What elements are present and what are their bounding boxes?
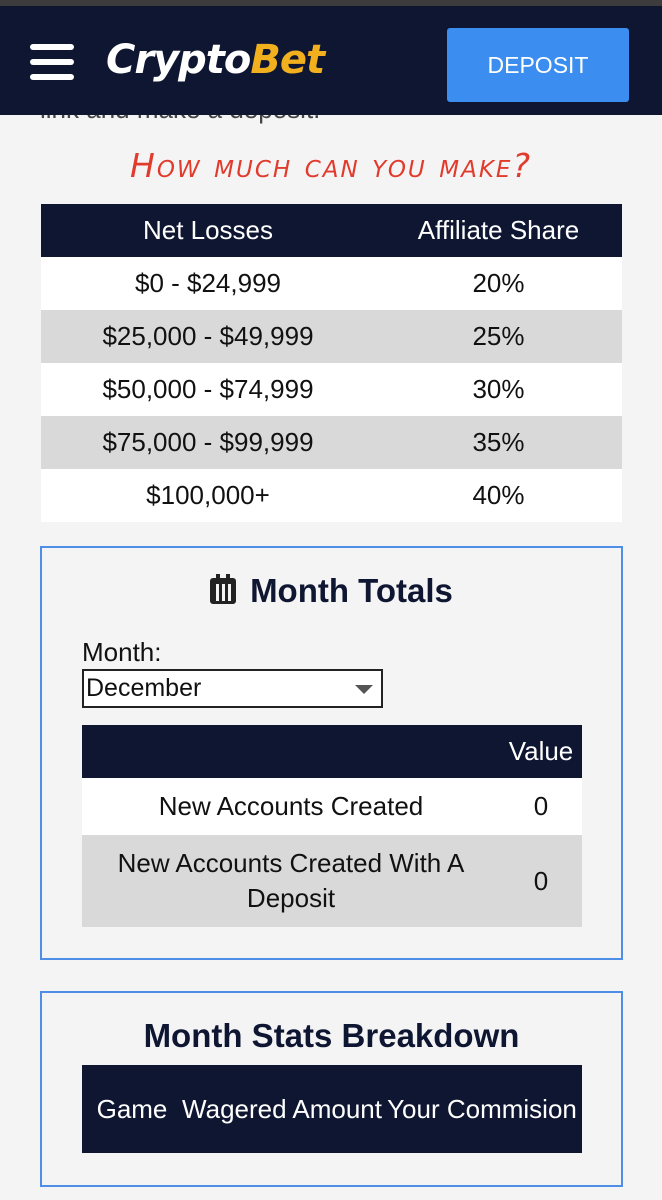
column-header-affiliate-share: Affiliate Share xyxy=(375,204,622,257)
column-header-value: Value xyxy=(500,725,582,778)
month-stats-table xyxy=(82,1065,582,1153)
month-totals-title-row xyxy=(42,572,621,610)
metric-cell: New Accounts Created xyxy=(82,778,500,835)
metric-cell: New Accounts Created With A Deposit xyxy=(82,835,500,927)
net-losses-cell: $50,000 - $74,999 xyxy=(41,363,375,416)
affiliate-share-table xyxy=(41,204,622,522)
table-row xyxy=(41,469,622,522)
affiliate-share-cell: 30% xyxy=(375,363,622,416)
month-totals-table xyxy=(82,725,582,927)
table-row xyxy=(41,363,622,416)
value-cell: 0 xyxy=(500,778,582,835)
month-select-value: December xyxy=(86,674,202,702)
month-select[interactable] xyxy=(82,669,383,708)
cryptobet-logo[interactable]: CryptoBet xyxy=(106,37,325,83)
month-totals-title: Month Totals xyxy=(250,572,453,609)
how-much-heading: How much can you make? xyxy=(130,146,532,185)
net-losses-cell: $25,000 - $49,999 xyxy=(41,310,375,363)
column-header-game: Game xyxy=(82,1065,182,1153)
month-stats-title: Month Stats Breakdown xyxy=(143,1017,520,1054)
table-row xyxy=(82,835,582,927)
column-header-metric xyxy=(82,725,500,778)
affiliate-share-cell: 35% xyxy=(375,416,622,469)
net-losses-cell: $100,000+ xyxy=(41,469,375,522)
table-row xyxy=(41,257,622,310)
column-header-net-losses: Net Losses xyxy=(41,204,375,257)
month-totals-panel xyxy=(40,546,623,960)
table-row xyxy=(41,310,622,363)
deposit-button[interactable]: DEPOSIT xyxy=(447,28,629,102)
net-losses-cell: $75,000 - $99,999 xyxy=(41,416,375,469)
column-header-your-commision: Your Commision xyxy=(382,1065,582,1153)
value-cell: 0 xyxy=(500,835,582,927)
calendar-icon xyxy=(210,578,236,604)
month-stats-panel xyxy=(40,991,623,1187)
dropdown-arrow-icon xyxy=(355,685,373,694)
column-header-wagered-amount: Wagered Amount xyxy=(182,1065,382,1153)
hamburger-menu-icon[interactable] xyxy=(30,44,74,82)
affiliate-share-cell: 20% xyxy=(375,257,622,310)
top-navbar xyxy=(0,6,662,115)
affiliate-share-cell: 25% xyxy=(375,310,622,363)
net-losses-cell: $0 - $24,999 xyxy=(41,257,375,310)
table-row xyxy=(82,778,582,835)
affiliate-share-cell: 40% xyxy=(375,469,622,522)
month-label: Month: xyxy=(82,637,162,667)
table-row xyxy=(41,416,622,469)
